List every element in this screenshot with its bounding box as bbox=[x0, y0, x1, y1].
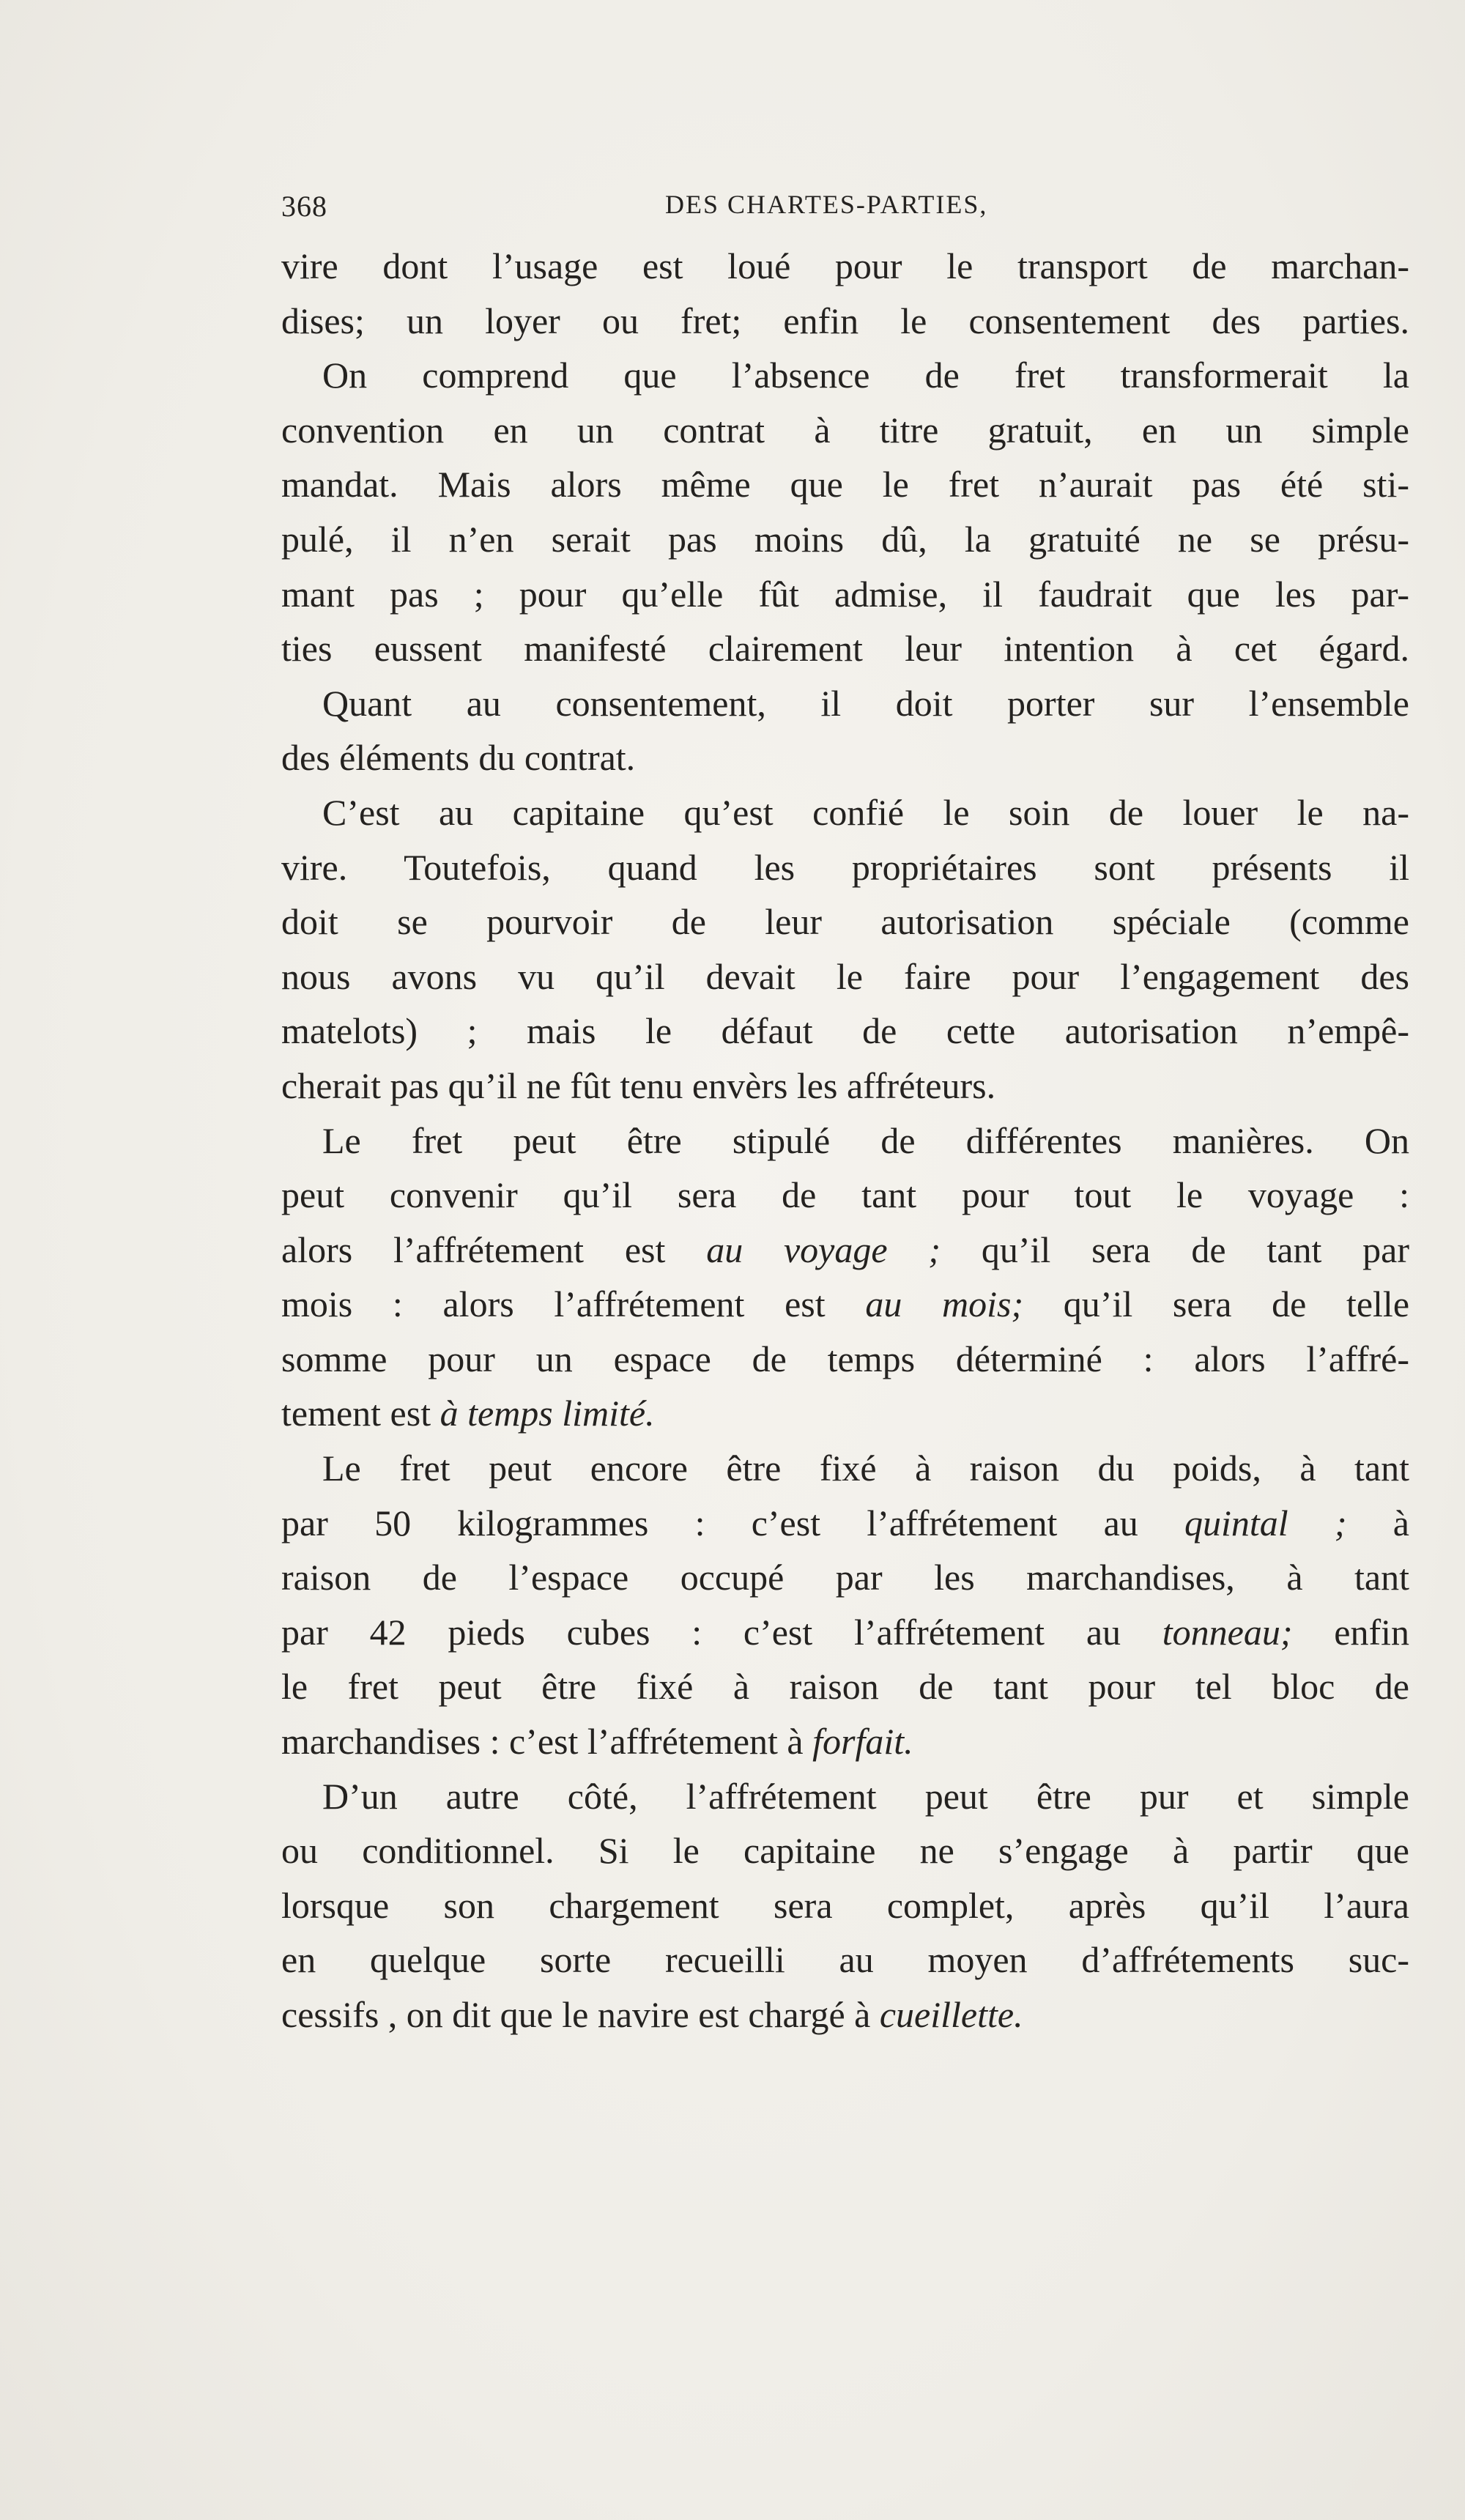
text-line: vire dont l’usage est loué pour le transport de marchan- bbox=[281, 245, 1409, 286]
text-line: somme pour un espace de temps déterminé : alors l’affré- bbox=[281, 1338, 1409, 1379]
text-line: le fret peut être fixé à raison de tant pour tel bloc de bbox=[281, 1666, 1409, 1708]
text-line: cherait pas qu’il ne fût tenu envèrs les affréteurs. bbox=[281, 1064, 996, 1106]
text-line: matelots) ; mais le défaut de cette autorisation n’empê- bbox=[281, 1010, 1409, 1052]
paragraph-start-line: On comprend que l’absence de fret transformerait la bbox=[322, 355, 1409, 396]
paragraph-start-line: Le fret peut être stipulé de différentes manières. On bbox=[322, 1119, 1409, 1161]
page-number: 368 bbox=[281, 190, 327, 223]
paragraph-start-line: Le fret peut encore être fixé à raison du poids, à tant bbox=[322, 1448, 1409, 1489]
text-line: nous avons vu qu’il devait le faire pour l’engagement des bbox=[281, 955, 1409, 997]
text-line: ou conditionnel. Si le capitaine ne s’engage à partir que bbox=[281, 1830, 1409, 1872]
text-line: mois : alors l’affrétement est au mois; qu’il sera de telle bbox=[281, 1283, 1409, 1325]
italic-term: forfait. bbox=[812, 1721, 913, 1763]
italic-term: à temps limité. bbox=[440, 1393, 655, 1434]
text-line: raison de l’espace occupé par les marchandises, à tant bbox=[281, 1557, 1409, 1598]
text-line: peut convenir qu’il sera de tant pour tout le voyage : bbox=[281, 1174, 1409, 1216]
text-line: mant pas ; pour qu’elle fût admise, il faudrait que les par- bbox=[281, 573, 1409, 615]
text-line: par 50 kilogrammes : c’est l’affrétement au quintal ; à bbox=[281, 1502, 1409, 1544]
text-line: des éléments du contrat. bbox=[281, 737, 636, 779]
text-line: alors l’affrétement est au voyage ; qu’il sera de tant par bbox=[281, 1228, 1409, 1270]
text-line: tement est à temps limité. bbox=[281, 1393, 655, 1434]
italic-term: quintal ; bbox=[1184, 1502, 1347, 1544]
italic-term: au mois; bbox=[865, 1283, 1024, 1325]
text-line: lorsque son chargement sera complet, après qu’il l’aura bbox=[281, 1884, 1409, 1926]
text-line: ties eussent manifesté clairement leur intention à cet égard. bbox=[281, 628, 1409, 670]
text-line: par 42 pieds cubes : c’est l’affrétement au tonneau; enfin bbox=[281, 1611, 1409, 1653]
running-title: DES CHARTES-PARTIES, bbox=[665, 190, 988, 219]
body-text bbox=[281, 239, 1409, 2042]
italic-term: au voyage ; bbox=[706, 1228, 941, 1270]
text-line: en quelque sorte recueilli au moyen d’affrétements suc- bbox=[281, 1939, 1409, 1981]
running-head bbox=[281, 189, 1409, 233]
text-line: dises; un loyer ou fret; enfin le consentement des parties. bbox=[281, 300, 1409, 341]
text-line: marchandises : c’est l’affrétement à forfait. bbox=[281, 1721, 913, 1763]
italic-term: cueillette. bbox=[879, 1994, 1023, 2035]
text-line: vire. Toutefois, quand les propriétaires sont présents il bbox=[281, 846, 1409, 888]
text-line: convention en un contrat à titre gratuit, en un simple bbox=[281, 409, 1409, 451]
text-line: cessifs , on dit que le navire est chargé à cueillette. bbox=[281, 1994, 1023, 2035]
italic-term: tonneau; bbox=[1162, 1611, 1293, 1653]
text-line: pulé, il n’en serait pas moins dû, la gratuité ne se présu- bbox=[281, 518, 1409, 560]
paragraph-start-line: Quant au consentement, il doit porter sur l’ensemble bbox=[322, 682, 1409, 724]
text-line: mandat. Mais alors même que le fret n’aurait pas été sti- bbox=[281, 464, 1409, 505]
paragraph-start-line: D’un autre côté, l’affrétement peut être pur et simple bbox=[322, 1775, 1409, 1817]
text-line: doit se pourvoir de leur autorisation spéciale (comme bbox=[281, 901, 1409, 943]
paragraph-start-line: C’est au capitaine qu’est confié le soin de louer le na- bbox=[322, 791, 1409, 833]
